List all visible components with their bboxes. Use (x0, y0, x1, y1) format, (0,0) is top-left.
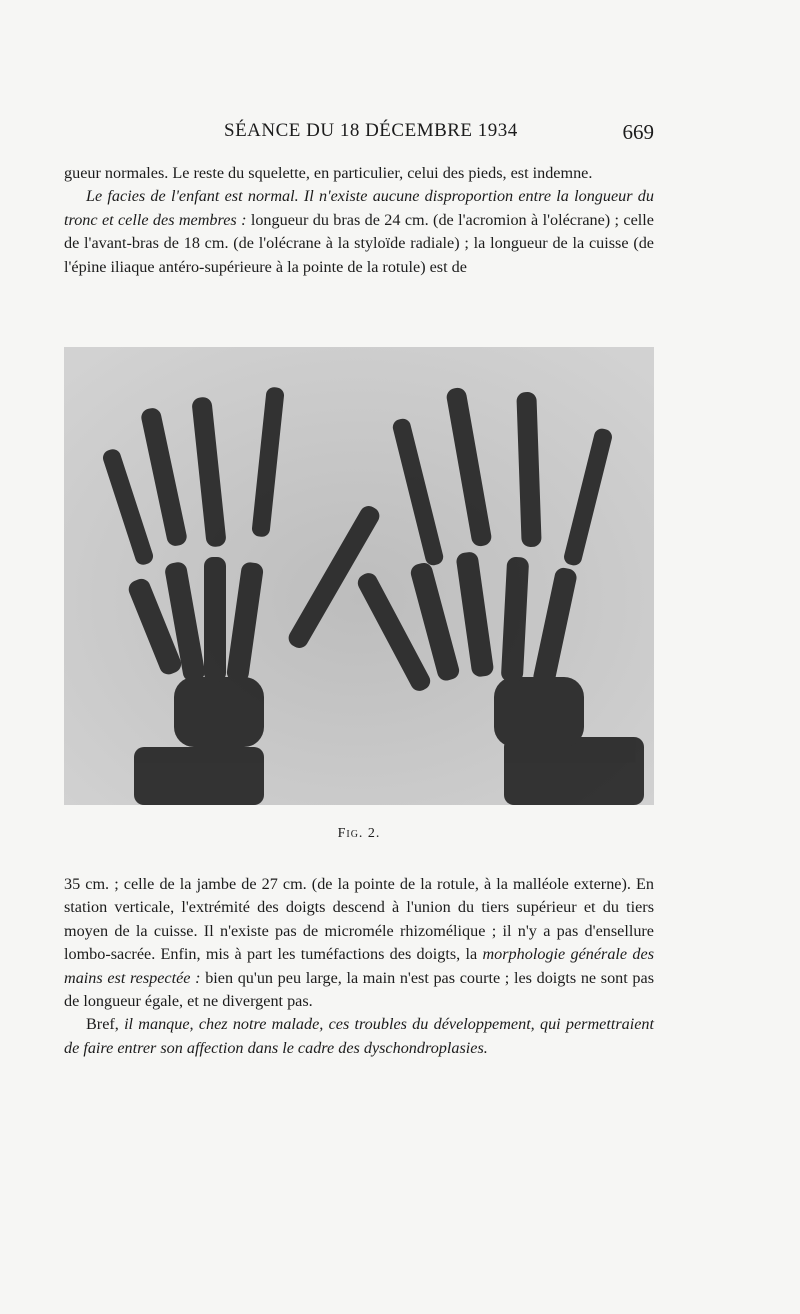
header-title: SÉANCE DU 18 DÉCEMBRE 1934 (224, 120, 518, 141)
bottom-text-block (64, 873, 654, 1060)
italic-phrase: il manque, chez notre malade, ces troubles du développement, qui permettraient de faire entrer son affection dans le cadre des dyschondroplasies. (64, 1015, 655, 1057)
xray-figure (64, 347, 654, 805)
top-text-block (64, 162, 654, 279)
figure-caption: Fig. 2. (337, 826, 381, 841)
paragraph-continuation: gueur normales. Le reste du squelette, en particulier, celui des pieds, est indemne. (64, 164, 593, 182)
running-header (64, 120, 654, 154)
paragraph-morphology (64, 873, 654, 1013)
paragraph-text: bien qu'un peu large, la main n'est pas courte ; les doigts ne sont pas de longueur égale, et ne divergent pas. (64, 968, 654, 1011)
paragraph-text: Bref, (86, 1015, 125, 1034)
paragraph-conclusion (64, 1013, 654, 1060)
paragraph-measurements (64, 185, 654, 279)
italic-phrase: Le facies de l'enfant est normal. Il n'existe aucune disproportion entre la longueur du tronc et celle des membres : (64, 187, 654, 229)
xray-hands-image (64, 347, 654, 805)
page-number: 669 (622, 120, 654, 144)
italic-phrase: morphologie générale des mains est respectée : (64, 945, 654, 987)
paragraph-text: 35 cm. ; celle de la jambe de 27 cm. (de la pointe de la rotule, à la malléole externe). En station verticale, l'extrémité des doigts descend à l'union du tiers supérieur et du tiers moyen de la cuisse. Il n'existe pas de microméle rhizomélique ; il n'y a pas d'ensellure lombo-sacrée. Enfin, mis à part les tuméfactions des doigts, la (64, 875, 654, 964)
paragraph-text: longueur du bras de 24 cm. (de l'acromion à l'olécrane) ; celle de l'avant-bras de 18 cm. (de l'olécrane à la styloïde radiale) ; la longueur de la cuisse (de l'épine iliaque antéro-supérieure à la pointe de la rotule) est de (64, 210, 654, 276)
